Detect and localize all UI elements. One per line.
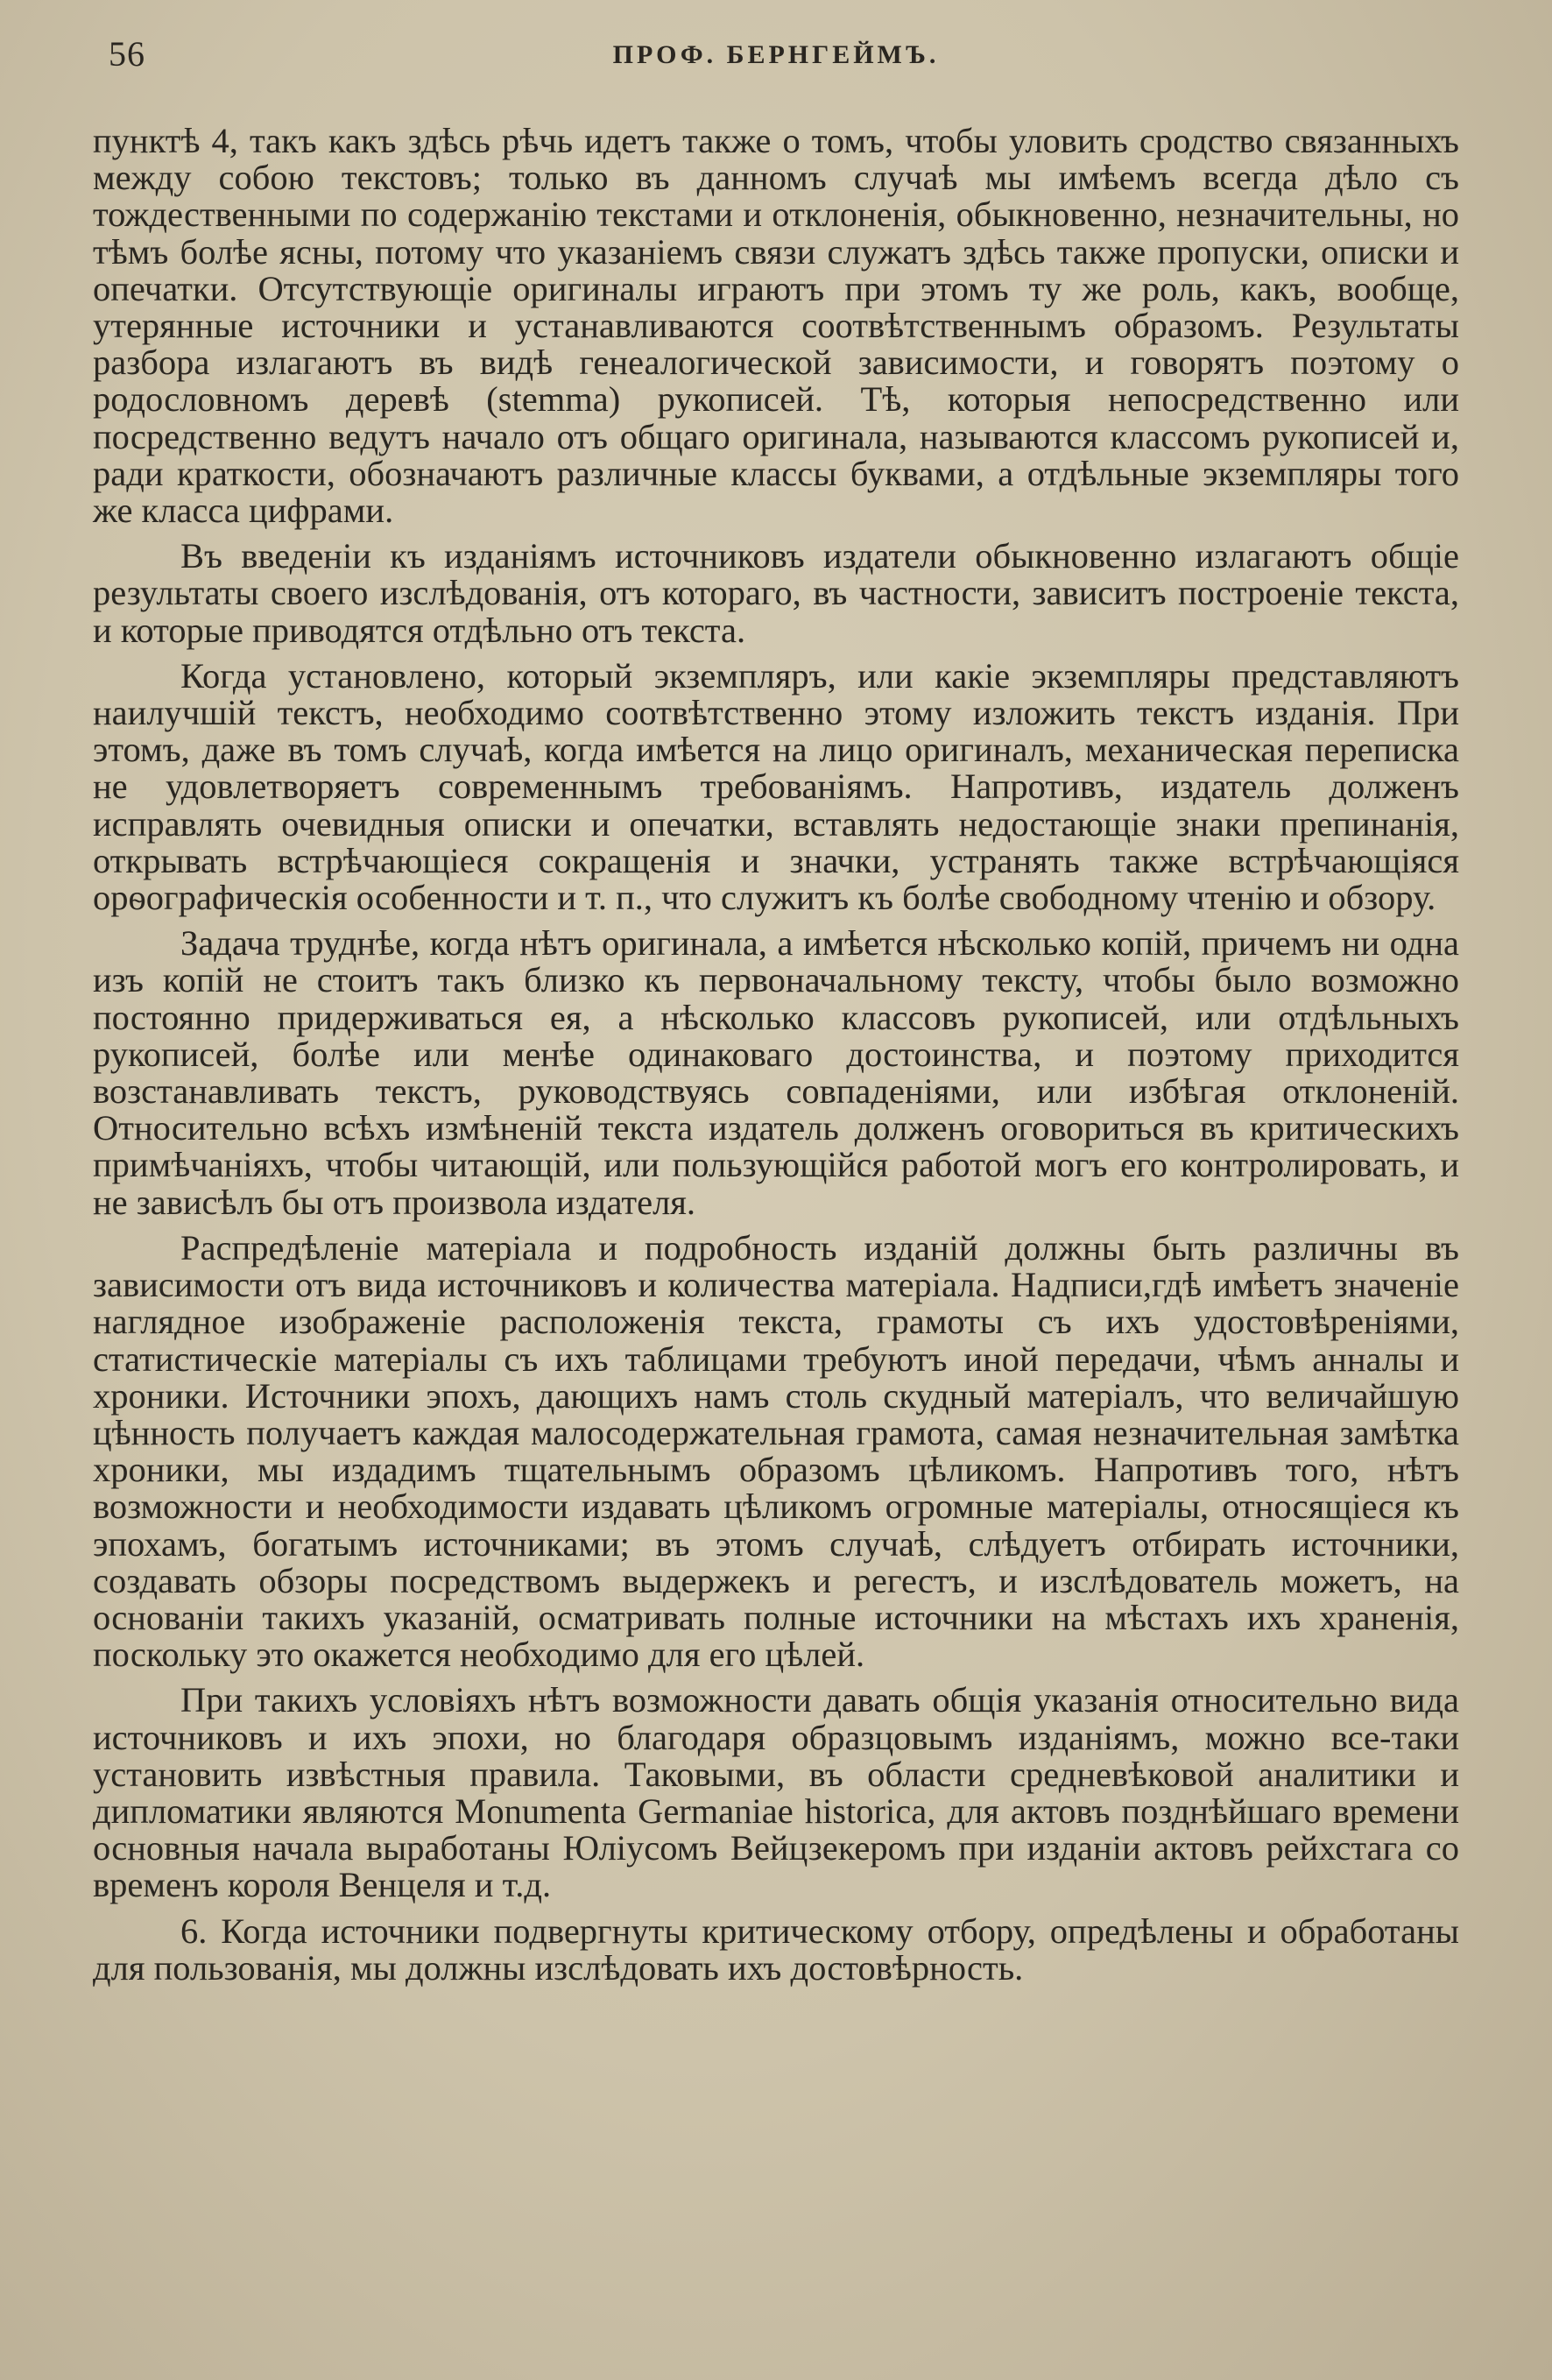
paragraph: Въ введеніи къ изданіямъ источниковъ издатели обыкновенно излагаютъ общіе результаты своего изслѣдованія, отъ котораго, въ частности, зависитъ построеніе текста, и которые приводятся отдѣльно отъ текста. [93, 536, 1459, 650]
paragraph-numbered-6: 6. Когда источники подвергнуты критическому отбору, опредѣлены и обработаны для пользованія, мы должны изслѣдовать ихъ достовѣрность. [93, 1910, 1459, 1988]
paragraph: Распредѣленіе матеріала и подробность изданій должны быть различны въ зависимости отъ вида источниковъ и количества матеріала. Надписи,гдѣ имѣетъ значеніе наглядное изображеніе расположенія текста, грамоты съ ихъ удостовѣреніями, статистическіе матеріалы съ ихъ таблицами требуютъ иной передачи, чѣмъ анналы и хроники. Источники эпохъ, дающихъ намъ столь скудный матеріалъ, что величайшую цѣнность получаетъ каждая малосодержательная грамота, самая незначительная замѣтка хроники, мы издадимъ тщательнымъ образомъ цѣликомъ. Напротивъ того, нѣтъ возможности и необходимости издавать цѣликомъ огромные матеріалы, относящіеся къ эпохамъ, богатымъ источниками; въ этомъ случаѣ, слѣдуетъ отбирать источники, создавать обзоры посредствомъ выдержекъ и регестъ, и изслѣдователь можетъ, на основаніи такихъ указаній, осматривать полные источники на мѣстахъ ихъ храненія, поскольку это окажется необходимо для его цѣлей. [93, 1227, 1459, 1675]
paragraph: Задача труднѣе, когда нѣтъ оригинала, а имѣется нѣсколько копій, причемъ ни одна изъ копій не стоитъ такъ близко къ первоначальному тексту, чтобы было возможно постоянно придерживаться ея, а нѣсколько классовъ рукописей, или отдѣльныхъ рукописей, болѣе или менѣе одинаковаго достоинства, и поэтому приходится возстанавливать текстъ, руководствуясь совпаденіями, или избѣгая отклоненій. Относительно всѣхъ измѣненій текста издатель долженъ оговориться въ критическихъ примѣчаніяхъ, чтобы читающій, или пользующійся работой могъ его контролировать, и не зависѣлъ бы отъ произвола издателя. [93, 923, 1459, 1222]
paragraph-continuation: пунктѣ 4, такъ какъ здѣсь рѣчь идетъ также о томъ, чтобы уловить сродство связанныхъ между собою текстовъ; только въ данномъ случаѣ мы имѣемъ всегда дѣло съ тождественными по содержанію текстами и отклоненія, обыкновенно, незначительны, но тѣмъ болѣе ясны, потому что указаніемъ связи служатъ здѣсь также пропуски, описки и опечатки. Отсутствующіе оригиналы играютъ при этомъ ту же роль, какъ, вообще, утерянные источники и устанавливаются соотвѣтственнымъ образомъ. Результаты разбора излагаютъ въ видѣ генеалогической зависимости, и говорятъ поэтому о родословномъ деревѣ (stemma) рукописей. Тѣ, которыя непосредственно или посредственно ведутъ начало отъ общаго оригинала, называются классомъ рукописей и, ради краткости, обозначаютъ различные классы буквами, а отдѣльные экземпляры того же класса цифрами. [93, 121, 1459, 531]
body-text [93, 123, 1459, 1987]
running-title: ПРОФ. БЕРНГЕЙМЪ. [612, 40, 940, 69]
paragraph: Когда установлено, который экземпляръ, или какіе экземпляры представляютъ наилучшій текстъ, необходимо соотвѣтственно этому изложить текстъ изданія. При этомъ, даже въ томъ случаѣ, когда имѣется на лицо оригиналъ, механическая переписка не удовлетворяетъ современнымъ требованіямъ. Напротивъ, издатель долженъ исправлять очевидныя описки и опечатки, вставлять недостающіе знаки препинанія, открывать встрѣчающіеся сокращенія и значки, устранять также встрѣчающіяся орѳографическія особенности и т. п., что служитъ къ болѣе свободному чтенію и обзору. [93, 655, 1459, 918]
page-number: 56 [109, 34, 145, 74]
running-head [105, 33, 1447, 86]
paragraph: При такихъ условіяхъ нѣтъ возможности давать общія указанія относительно вида источниковъ и ихъ эпохи, но благодаря образцовымъ изданіямъ, можно все-таки установить извѣстныя правила. Таковыми, въ области средневѣковой аналитики и дипломатики являются Monumenta Germaniae historica, для актовъ позднѣйшаго времени основныя начала выработаны Юліусомъ Вейцзекеромъ при изданіи актовъ рейхстага со временъ короля Венцеля и т.д. [93, 1680, 1459, 1905]
